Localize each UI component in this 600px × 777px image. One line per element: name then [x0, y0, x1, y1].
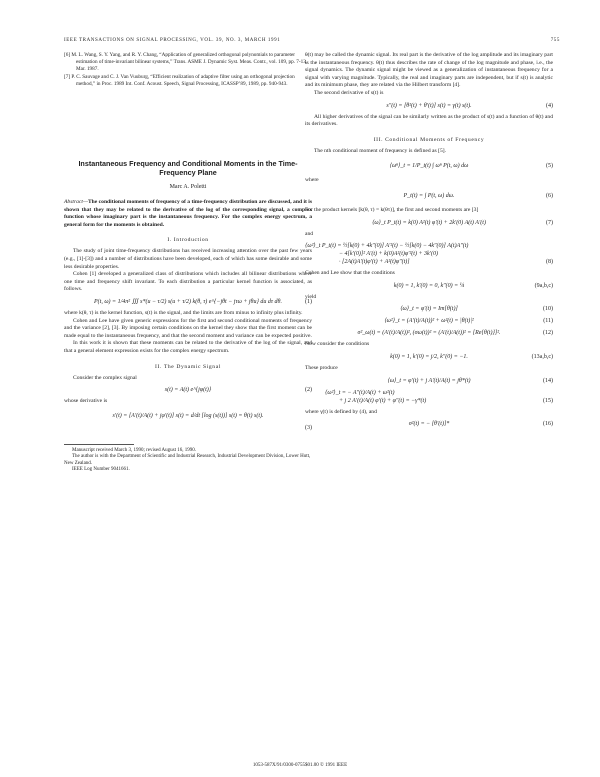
footnote-rule — [64, 444, 134, 445]
section-heading-intro: I. Introduction — [167, 237, 209, 244]
equation-16 — [305, 420, 553, 428]
paragraph: yield — [305, 293, 317, 300]
equation-9 — [305, 282, 553, 290]
section-heading-moments: III. Conditional Moments of Frequency — [373, 136, 485, 143]
equation-number: (10) — [543, 306, 553, 313]
journal-header: IEEE TRANSACTIONS ON SIGNAL PROCESSING, VOL. 39, NO. 3, MARCH 1991 — [64, 38, 281, 43]
equation-line: − 4[k′(0)]² A′(t) + k(0)A²(t)φ′²(t) + 3k′(0) — [339, 251, 438, 258]
reference-7: [7] P. C. Sauvage and C. J. Van Vuuburg, “Efficient realization of adaptive filter using an orthogonal projection method,” in Proc. 1989 Int. Conf. Acoust. Speech, Signal Processing, ICASSP’89, 1989, pp. 940-943. — [64, 74, 295, 87]
equation-body: ⟨ωⁿ⟩_t = 1/P_t(t) ∫ ωⁿ P(t, ω) dω — [389, 163, 469, 170]
equation-14 — [305, 377, 553, 385]
paragraph: Cohen [1] developed a generalized class of distributions which includes all bilinear distributions where one time and frequency shift invariant. To each distribution a particular kernel function is associated, as follows. — [64, 271, 312, 293]
paragraph: Consider the complex signal — [73, 374, 137, 381]
equation-body: ⟨ω⟩_t P_t(t) = k(0) A²(t) φ′(t) + 2k′(0) A(t) A′(t) — [372, 219, 486, 226]
equation-12 — [305, 329, 553, 337]
equation-line: · [2A(t)A′(t)φ′(t) + A²(t)φ″(t)] — [339, 259, 410, 266]
equation-body: k(0) = 1, k′(0) = 0, k″(0) = ¼ — [393, 282, 465, 289]
right-column — [305, 52, 553, 432]
equation-body: s″(t) = [θ²(t) + θ′(t)] s(t) = γ(t) s(t). — [386, 102, 472, 109]
equation-15 — [305, 389, 553, 405]
abstract-label: Abstract— — [64, 199, 88, 205]
equation-number: (7) — [546, 219, 553, 226]
paragraph: The study of joint time-frequency distributions has received increasing attention over the past few years (e.g., [1]-[3]) and a number of distributions have been developed, each of which has some desirable and some less desirable properties. — [64, 248, 312, 270]
paragraph: θ(t) may be called the dynamic signal. Its real part is the derivative of the log amplitude and its imaginary part is the instantaneous frequency. θ(t) thus describes the rate of change of the log magnitude and phase, i.e., the signal dynamics. The dynamic signal might be viewed as a generalization of instantaneous frequency for a signal with varying magnitude. Typically, the real and imaginary parts are independent, but if s(t) is analytic and its minimum phase, they are related via the Hilbert transform [4]. — [305, 52, 553, 89]
equation-body: ⟨ω²⟩_t = (A′(t)/A(t))² + ω²(t) = |θ(t)|² — [384, 318, 474, 325]
equation-number: (9a,b,c) — [534, 282, 553, 289]
equation-3 — [64, 412, 312, 431]
paragraph: and — [305, 230, 314, 237]
equation-number: (11) — [543, 318, 553, 325]
equation-body: P_t(t) = ∫ P(t, ω) dω. — [403, 192, 455, 199]
paragraph: where — [305, 177, 319, 184]
paragraph: Now consider the conditions — [305, 341, 370, 348]
equation-body: P(t, ω) = 1/4π² ∭ s*(u − τ/2) s(u + τ/2) k(θ, τ) e^{−jθt − jτω + jθu} du dτ dθ. — [93, 298, 282, 305]
footnote-received: Manuscript received March 3, 1990; revised August 16, 1990. — [72, 447, 197, 453]
equation-body: s(t) = A(t) e^{jφ(t)} — [164, 387, 212, 394]
footnote-log-number: IEEE Log Number 9041661. — [72, 466, 130, 472]
paragraph: All higher derivatives of the signal can be similarly written as the product of s(t) and a function of θ(t) and its derivatives. — [305, 113, 553, 128]
equation-body: ⟨ω⟩_t = φ′(t) + j A′(t)/A(t) = jθ*(t) — [387, 377, 471, 384]
equation-number: (2) — [305, 387, 312, 394]
equation-number: (14) — [543, 377, 553, 384]
paragraph: Cohen and Lee show that the conditions — [305, 270, 395, 277]
abstract-text: The conditional moments of frequency of a time-frequency distribution are discussed, and it is shown that they may be related to the derivative of the log of the corresponding signal, a complex function whose imaginary part is the instantaneous frequency. For the complex energy spectrum, a general form for the moments is obtained. — [64, 199, 313, 228]
paragraph: The second derivative of s(t) is — [314, 89, 384, 96]
equation-number: (12) — [543, 330, 553, 337]
abstract — [64, 199, 312, 229]
equation-body: ⟨ω⟩_t = φ′(t) = Im[θ(t)] — [400, 306, 458, 313]
page-number: 755 — [550, 38, 560, 43]
equation-line: ⟨ω²⟩_t = − A″(t)/A(t) + ω²(t) — [325, 389, 395, 396]
paragraph: For the product kernels [k(θ, τ) = k(θτ)], the first and second moments are [3] — [305, 206, 479, 213]
equation-8 — [305, 242, 553, 266]
paragraph: Cohen and Lee have given generic expressions for the first and second conditional moments of frequency and the variance [2], [3]. By imposing certain conditions on the kernel they show that the first moment can be made equal to the instantaneous frequency, and that the second moment and variance can be expected positive. — [64, 317, 312, 339]
equation-4 — [305, 102, 553, 110]
equation-line: ⟨ω²⟩_t P_t(t) = ½[k(0) + 4k″(0)] A′²(t) − ½[k(0) − 4k″(0)] A(t)A″(t) — [305, 243, 469, 250]
copyright-footer: 1053-587X/91/0300-0755$01.00 © 1991 IEEE — [252, 763, 348, 768]
equation-number: (8) — [546, 259, 553, 266]
paragraph: The nth conditional moment of frequency is defined as [5]. — [314, 147, 447, 154]
equation-body: s′(t) = [A′(t)/A(t) + jφ′(t)] s(t) = d/dt [log (s(t))] s(t) = θ(t) s(t). — [112, 412, 264, 419]
paragraph: These produce — [305, 364, 338, 371]
paragraph: whose derivative is — [64, 398, 108, 405]
paragraph: where k(θ, τ) is the kernel function, s(t) is the signal, and the limits are from minus to infinity plus infinity. — [64, 309, 303, 316]
equation-10 — [305, 305, 553, 313]
equation-number: (1) — [305, 298, 312, 305]
article-author: Marc A. Poletti — [169, 184, 207, 190]
reference-6: [6] M. L. Wang, S. Y. Yang, and R. Y. Chang, “Application of generalized orthogonal polynomials to parameter estimation of time-invariant bilinear systems,” Trans. ASME J. Dynamic Syst. Meas. Contr., vol. 109, pp. 7-13, Mar. 1987. — [64, 52, 308, 72]
equation-number: (6) — [546, 192, 553, 199]
section-heading-dynamic: II. The Dynamic Signal — [155, 363, 221, 370]
equation-line: + j 2 A′(t)/A(t) φ′(t) + φ″(t) = −γ*(t) — [339, 397, 427, 404]
article-title: Instantaneous Frequency and Conditional Moments in the Time-Frequency Plane — [78, 159, 298, 177]
equation-body: σ²_ω(t) = (A′(t)/A(t))², (σω(t))² = (A′(t)/A(t))² = [Re{θ(t)}]². — [357, 330, 501, 337]
equation-body: σ²(t) = − [θ′(t)]* — [408, 421, 450, 428]
equation-body: k(0) = 1, k′(0) = j/2, k″(0) = −1. — [390, 353, 468, 360]
footnote-author-info: The author is with the Department of Scientific and Industrial Research, Industrial Development Division, Lower Hutt, New Zealand. — [64, 454, 311, 466]
equation-13 — [305, 353, 553, 361]
equation-number: (16) — [543, 421, 553, 428]
equation-number: (3) — [305, 424, 312, 431]
equation-number: (4) — [546, 102, 553, 109]
paragraph: where γ(t) is defined by (4), and — [305, 408, 377, 415]
equation-11 — [305, 317, 553, 325]
equation-number: (5) — [546, 163, 553, 170]
equation-1 — [64, 298, 312, 306]
equation-6 — [305, 192, 553, 200]
equation-2 — [64, 386, 312, 394]
running-header — [64, 38, 560, 48]
equation-number: (15) — [543, 397, 553, 404]
paragraph: In this work it is shown that these moments can be related to the derivative of the log of the signal, and that a general element expression exists for the complex energy spectrum. — [64, 340, 312, 354]
equation-number: (13a,b,c) — [531, 353, 553, 360]
left-column — [64, 52, 312, 473]
equation-7 — [305, 219, 553, 227]
equation-5 — [305, 162, 553, 170]
